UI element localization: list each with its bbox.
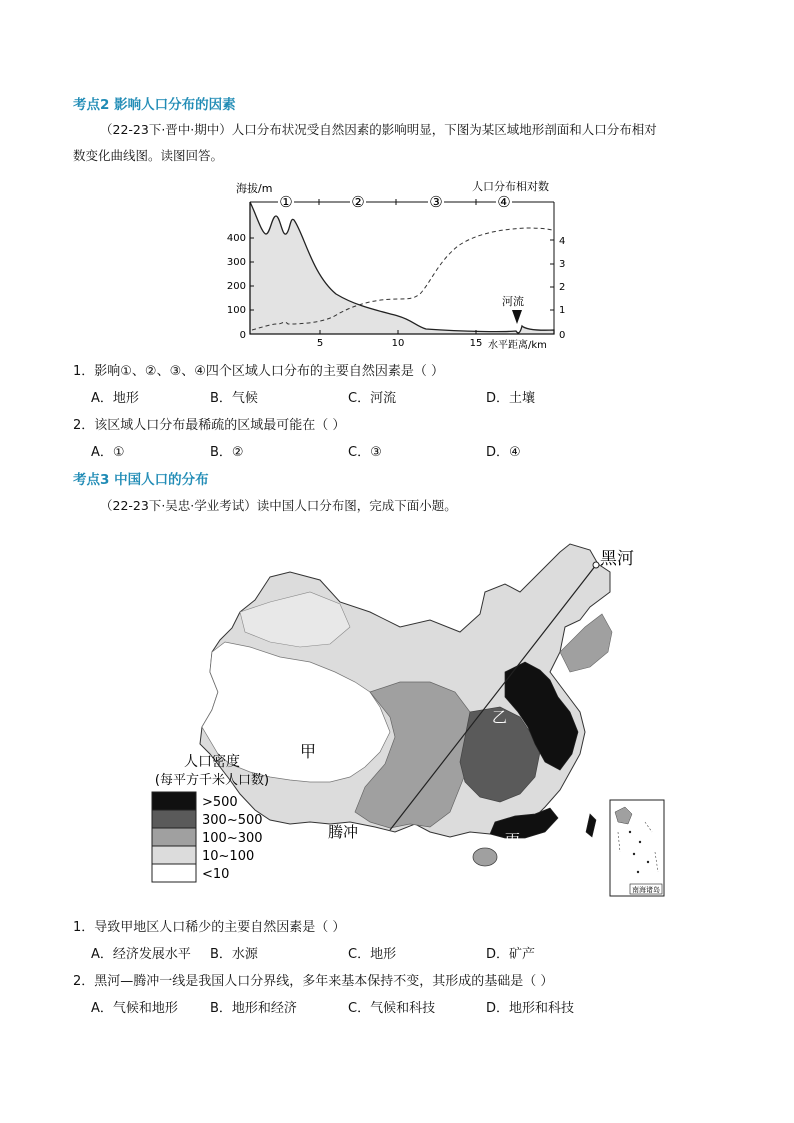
china-population-map xyxy=(140,532,670,902)
left-tick-label: 300 xyxy=(226,257,246,268)
s3-question-1: 1．导致甲地区人口稀少的主要自然因素是（ ） xyxy=(73,920,346,935)
s2-question-1: 1．影响①、②、③、④四个区域人口分布的主要自然因素是（ ） xyxy=(73,364,445,379)
inset-label: 南海诸岛 xyxy=(632,886,660,894)
left-axis-title: 海拔/m xyxy=(236,182,273,195)
s2-q2-option-d[interactable]: D．④ xyxy=(486,445,521,460)
zone-2-marker: ② xyxy=(351,193,365,211)
s2-q1-option-c[interactable]: C．河流 xyxy=(348,391,397,406)
legend-title-1: 人口密度 xyxy=(184,754,240,770)
legend-swatch xyxy=(152,846,196,864)
s3-q2-option-a[interactable]: A．气候和地形 xyxy=(91,1001,178,1016)
left-tick-label: 0 xyxy=(239,330,246,341)
x-tick-label: 10 xyxy=(391,338,405,349)
s3-q1-option-b[interactable]: B．水源 xyxy=(210,947,258,962)
right-tick-label: 4 xyxy=(559,236,566,247)
left-tick-label: 100 xyxy=(226,305,246,316)
label-bing: 丙 xyxy=(505,831,521,849)
s3-q2-option-c[interactable]: C．气候和科技 xyxy=(348,1001,436,1016)
section2-intro-line2: 数变化曲线图。读图回答。 xyxy=(73,148,224,163)
section3-heading: 考点3 中国人口的分布 xyxy=(73,472,209,488)
s2-question-2: 2．该区域人口分布最稀疏的区域最可能在（ ） xyxy=(73,418,346,433)
s2-q1-option-d[interactable]: D．土壤 xyxy=(486,391,536,406)
right-axis-title: 人口分布相对数 xyxy=(472,180,549,193)
right-tick-label: 1 xyxy=(559,305,566,316)
section3-intro: （22-23下·吴忠·学业考试）读中国人口分布图，完成下面小题。 xyxy=(100,498,457,513)
s2-q1-option-b[interactable]: B．气候 xyxy=(210,391,258,406)
label-yi: 乙 xyxy=(492,708,508,726)
s3-q1-option-c[interactable]: C．地形 xyxy=(348,947,397,962)
right-tick-label: 2 xyxy=(559,282,566,293)
s2-q1-option-a[interactable]: A．地形 xyxy=(91,391,139,406)
label-jia: 甲 xyxy=(300,742,317,761)
river-label: 河流 xyxy=(502,295,524,308)
x-tick-label: 5 xyxy=(316,338,324,349)
s2-q2-option-a[interactable]: A．① xyxy=(91,445,125,460)
right-tick-label: 0 xyxy=(559,330,566,341)
s3-q2-option-b[interactable]: B．地形和经济 xyxy=(210,1001,297,1016)
legend-label: 100~300 xyxy=(202,831,263,846)
legend-title-2: (每平方千米人口数) xyxy=(154,773,270,788)
legend-label: <10 xyxy=(202,867,230,882)
left-tick-label: 400 xyxy=(226,233,246,244)
hainan-island xyxy=(473,848,497,866)
s3-q2-option-d[interactable]: D．地形和科技 xyxy=(486,1001,575,1016)
left-tick-label: 200 xyxy=(226,281,246,292)
s3-q1-option-d[interactable]: D．矿产 xyxy=(486,947,536,962)
river-arrow-icon xyxy=(512,310,522,324)
s3-q1-option-a[interactable]: A．经济发展水平 xyxy=(91,947,191,962)
s2-q2-option-b[interactable]: B．② xyxy=(210,445,244,460)
label-tengchong: 腾冲 xyxy=(328,823,359,841)
x-axis-title: 水平距离/km xyxy=(488,340,547,351)
taiwan-island xyxy=(586,814,596,837)
label-heihe: 黑河 xyxy=(600,549,634,569)
legend-swatch xyxy=(152,828,196,846)
legend-swatch xyxy=(152,792,196,810)
zone-4-marker: ④ xyxy=(497,193,511,211)
zone-1-marker: ① xyxy=(279,193,293,211)
legend-swatch xyxy=(152,864,196,882)
terrain-profile xyxy=(250,202,554,334)
legend-swatch xyxy=(152,810,196,828)
legend-label: 300~500 xyxy=(202,813,263,828)
heihe-point xyxy=(593,562,599,568)
zone-3-marker: ③ xyxy=(429,193,443,211)
section2-heading: 考点2 影响人口分布的因素 xyxy=(73,97,236,113)
section2-intro-line1: （22-23下·晋中·期中）人口分布状况受自然因素的影响明显，下图为某区域地形剖面和人口分布相对 xyxy=(100,122,657,137)
right-tick-label: 3 xyxy=(559,259,566,270)
s3-question-2: 2．黑河—腾冲一线是我国人口分界线，多年来基本保持不变，其形成的基础是（ ） xyxy=(73,974,554,989)
legend-label: 10~100 xyxy=(202,849,255,864)
s2-q2-option-c[interactable]: C．③ xyxy=(348,445,382,460)
profile-chart xyxy=(226,174,566,354)
legend-label: >500 xyxy=(202,795,238,810)
x-tick-label: 15 xyxy=(469,338,483,349)
